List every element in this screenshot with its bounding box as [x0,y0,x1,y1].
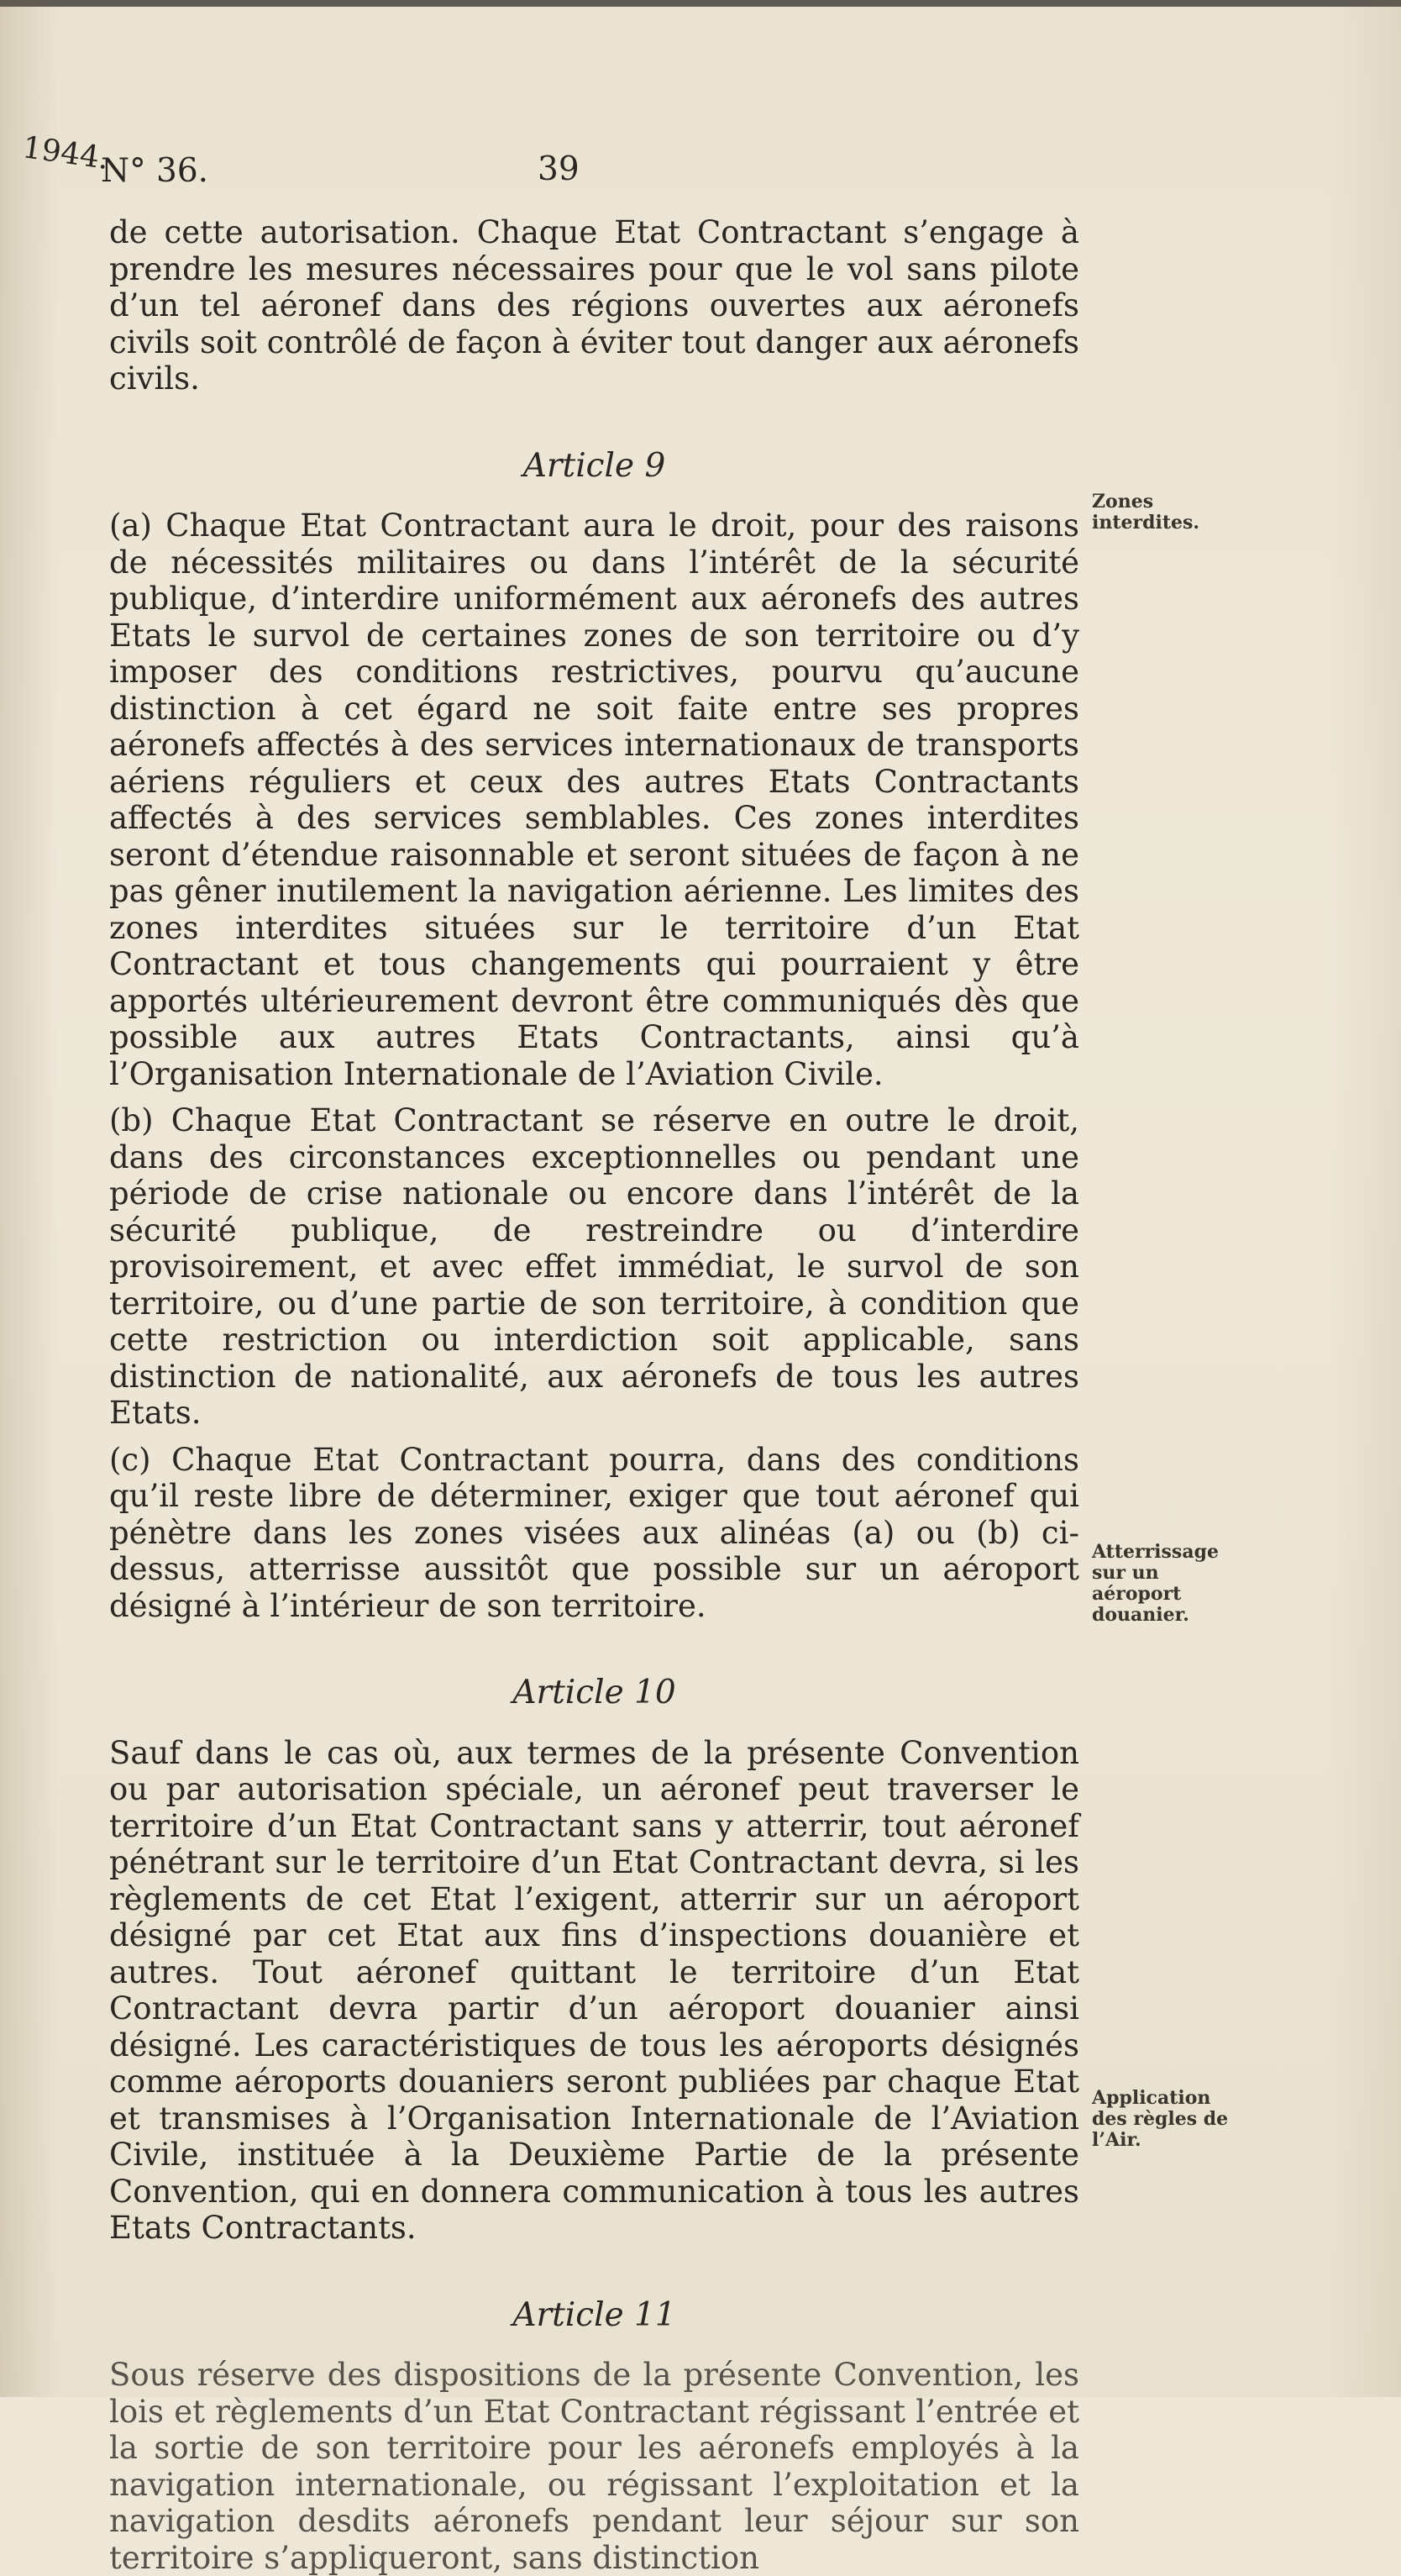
page-number: 39 [538,150,580,188]
article-11-title: Article 11 [512,2295,676,2334]
article-9-paragraph-b: (b) Chaque Etat Contractant se réserve en outre le droit, dans des circonstances exceptionnelles ou pendant une période de crise nationale ou encore dans l’intérêt de la sécurité publique, de restreindre ou d’interdire provisoirement, et avec effet immédiat, le survol de son territoire, ou d’une partie de son territoire, à condition que cette restriction ou interdiction soit applicable, sans distinction de nationalité, aux aéronefs de tous les autres Etats. [109,1102,1079,1431]
margin-note-zones: Zones interdites. [1092,491,1200,534]
margin-note-application: Application des règles de l’Air. [1092,2087,1229,2151]
intro-paragraph: de cette autorisation. Chaque Etat Contractant s’engage à prendre les mesures nécessaires pour que le vol sans pilote d’un tel aéronef dans des régions ouvertes aux aéronefs civils soit contrôlé de façon à éviter tout danger aux aéronefs civils. [109,214,1079,397]
page-body [109,214,1079,2576]
header-year: 1944. [20,130,112,176]
article-10-paragraph: Sauf dans le cas où, aux termes de la présente Convention ou par autorisation spéciale, un aéronef peut traverser le territoire d’un Etat Contractant sans y atterrir, tout aéronef pénétrant sur le territoire d’un Etat Contractant devra, si les règlements de cet Etat l’exigent, atterrir sur un aéroport désigné par cet Etat aux fins d’inspections douanière et autres. Tout aéronef quittant le territoire d’un Etat Contractant devra partir d’un aéroport douanier ainsi désigné. Les caractéristiques de tous les aéroports désignés comme aéroports douaniers seront publiées par chaque Etat et transmises à l’Organisation Internationale de l’Aviation Civile, instituée à la Deuxième Partie de la présente Convention, qui en donnera communication à tous les autres Etats Contractants. [109,1734,1079,2246]
article-10-title: Article 10 [512,1674,676,1711]
article-9-paragraph-a: (a) Chaque Etat Contractant aura le droit, pour des raisons de nécessités militaires ou dans l’intérêt de la sécurité publique, d’interdire uniformément aux aéronefs des autres Etats le survol de certaines zones de son territoire ou d’y imposer des conditions restrictives, pourvu qu’aucune distinction à cet égard ne soit faite entre ses propres aéronefs affectés à des services internationaux de transports aériens réguliers et ceux des autres Etats Contractants affectés à des services semblables. Ces zones interdites seront d’étendue raisonnable et seront situées de façon à ne pas gêner inutilement la navigation aérienne. Les limites des zones interdites situées sur le territoire d’un Etat Contractant et tous changements qui pourraient y être apportés ultérieurement devront être communiqués dès que possible aux autres Etats Contractants, ainsi qu’à l’Organisation Internationale de l’Aviation Civile. [109,507,1079,1092]
margin-note-atterrissage: Atterrissage sur un aéroport douanier. [1092,1541,1219,1626]
article-11-paragraph: Sous réserve des dispositions de la présente Convention, les lois et règlements d’un Etat Contractant régissant l’entrée et la sortie de son territoire pour les aéronefs employés à la navigation internationale, ou régissant l’exploitation et la navigation desdits aéronefs pendant leur séjour sur son territoire s’appliqueront, sans distinction [109,2357,1079,2576]
article-9-title: Article 9 [522,446,666,485]
article-9-paragraph-c: (c) Chaque Etat Contractant pourra, dans des conditions qu’il reste libre de déterminer, exiger que tout aéronef qui pénètre dans les zones visées aux alinéas (a) ou (b) ci-dessus, atterrisse aussitôt que possible sur un aéroport désigné à l’intérieur de son territoire. [109,1441,1079,1624]
page-header [20,130,1075,190]
header-number: N° 36. [101,152,209,190]
